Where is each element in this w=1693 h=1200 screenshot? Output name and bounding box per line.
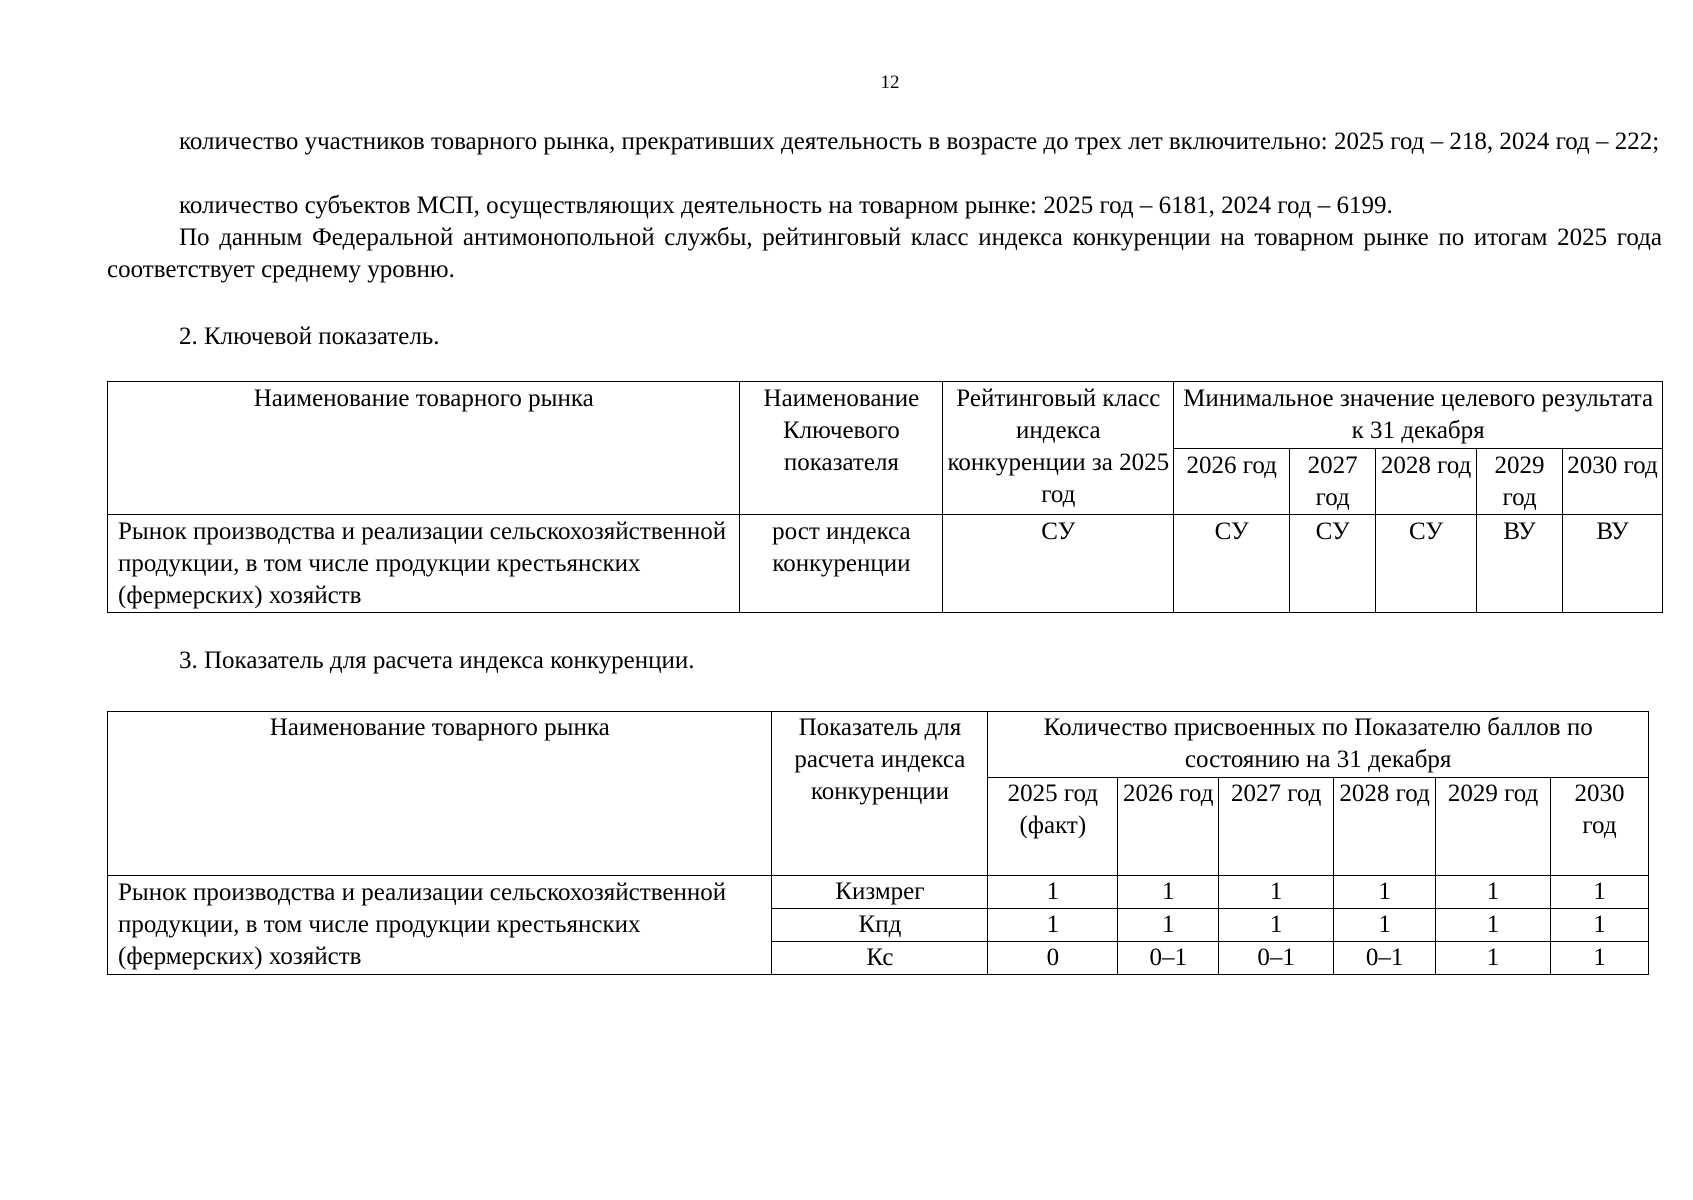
paragraph-fas [107, 222, 1662, 286]
indicator-name: Кизмрег [772, 876, 988, 909]
points-value: 1 [1551, 909, 1649, 942]
header-points: Количество присвоенных по Показателю баллов по состоянию на 31 декабря [988, 712, 1649, 778]
points-value: 1 [1219, 876, 1334, 909]
points-value: 1 [988, 909, 1118, 942]
points-value: 1 [1118, 876, 1219, 909]
header-target-value: Минимальное значение целевого результата к 31 декабря [1174, 382, 1663, 449]
paragraph-participants [107, 126, 1662, 158]
header-year: 2030 год [1551, 778, 1649, 876]
market-name: Рынок производства и реализации сельскохозяйственной продукции, в том числе продукции крестьянских (фермерских) хозяйств [108, 876, 772, 975]
target-value: СУ [1376, 515, 1477, 613]
points-value: 1 [1334, 876, 1436, 909]
header-year: 2028 год [1334, 778, 1436, 876]
indicator-name: Кпд [772, 909, 988, 942]
points-value: 0–1 [1334, 942, 1436, 975]
rating-value: СУ [943, 515, 1174, 613]
paragraph-participants-text: количество участников товарного рынка, прекративших деятельность в возрасте до трех лет включительно: 2025 год – 218, 2024 год – 222; [179, 128, 1660, 155]
indicator-name: рост индекса конкуренции [740, 515, 943, 613]
header-market: Наименование товарного рынка [108, 382, 740, 515]
points-value: 1 [1551, 942, 1649, 975]
table-row [108, 876, 1649, 909]
points-value: 0–1 [1219, 942, 1334, 975]
points-value: 1 [988, 876, 1118, 909]
header-year: 2029 год [1477, 449, 1563, 515]
points-value: 1 [1436, 876, 1551, 909]
indicator-name: Кс [772, 942, 988, 975]
target-value: СУ [1174, 515, 1290, 613]
header-year: 2027 год [1219, 778, 1334, 876]
header-year: 2028 год [1376, 449, 1477, 515]
header-year: 2025 год (факт) [988, 778, 1118, 876]
points-value: 0–1 [1118, 942, 1219, 975]
key-indicator-table [107, 381, 1663, 613]
paragraph-smes-text: количество субъектов МСП, осуществляющих деятельность на товарном рынке: 2025 год – 6181, 2024 год – 6199. [179, 192, 1393, 219]
header-year: 2029 год [1436, 778, 1551, 876]
header-key-indicator: Наименование Ключевого показателя [740, 382, 943, 515]
section-3-heading: 3. Показатель для расчета индекса конкуренции. [179, 647, 695, 674]
page-number: 12 [880, 72, 900, 93]
points-value: 1 [1219, 909, 1334, 942]
header-year: 2030 год [1563, 449, 1663, 515]
paragraph-fas-text: По данным Федеральной антимонопольной службы, рейтинговый класс индекса конкуренции на товарном рынке по итогам 2025 года соответствует среднему уровню. [107, 224, 1662, 283]
market-name: Рынок производства и реализации сельскохозяйственной продукции, в том числе продукции крестьянских (фермерских) хозяйств [108, 515, 740, 613]
target-value: ВУ [1477, 515, 1563, 613]
header-market: Наименование товарного рынка [108, 712, 772, 876]
target-value: ВУ [1563, 515, 1663, 613]
competition-index-table [107, 711, 1649, 975]
points-value: 1 [1436, 909, 1551, 942]
header-rating-class: Рейтинговый класс индекса конкуренции за 2025 год [943, 382, 1174, 515]
target-value: СУ [1290, 515, 1376, 613]
header-year: 2027 год [1290, 449, 1376, 515]
points-value: 1 [1118, 909, 1219, 942]
header-indicator: Показатель для расчета индекса конкуренции [772, 712, 988, 876]
table-row [108, 515, 1663, 613]
paragraph-smes [107, 190, 1662, 222]
header-year: 2026 год [1174, 449, 1290, 515]
points-value: 1 [1551, 876, 1649, 909]
points-value: 1 [1436, 942, 1551, 975]
points-value: 1 [1334, 909, 1436, 942]
header-year: 2026 год [1118, 778, 1219, 876]
section-2-heading: 2. Ключевой показатель. [179, 323, 440, 350]
points-value: 0 [988, 942, 1118, 975]
